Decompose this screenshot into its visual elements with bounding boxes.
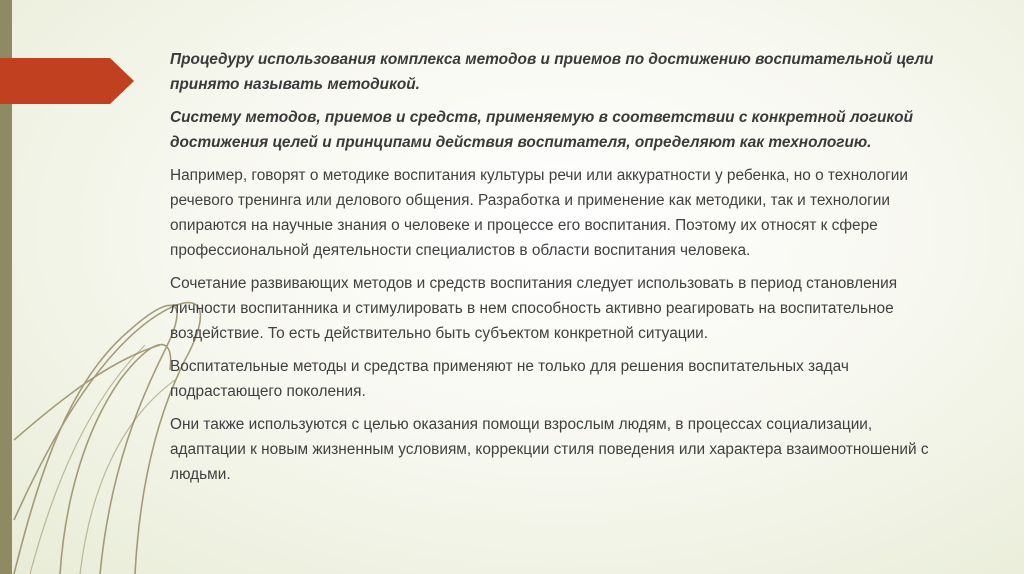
paragraph-example: Например, говорят о методике воспитания культуры речи или аккуратности у ребенка, но о технологии речевого тренинга или делового общения. Разработка и применение как методики, так и технологии опираются на научные знания о человеке и процессе его воспитания. Поэтому их относят к сфере профессиональной деятельности специалистов в области воспитания человека. bbox=[170, 167, 908, 259]
red-arrow-banner bbox=[0, 58, 134, 104]
paragraph-technology-definition: Систему методов, приемов и средств, применяемую в соответствии с конкретной логикой достижения целей и принципами действия воспитателя, определяют как технологию. bbox=[170, 109, 913, 151]
paragraph-adults-help: Они также используются с целью оказания помощи взрослым людям, в процессах социализации, адаптации к новым жизненным условиям, коррекции стиля поведения или характера взаимоотношений с людьми. bbox=[170, 416, 929, 483]
slide-text-body bbox=[170, 47, 950, 495]
paragraph-developing-methods: Сочетание развивающих методов и средств воспитания следует использовать в период становления личности воспитанника и стимулировать в нем способность активно реагировать на воспитательное воздействие. То есть действительно быть субъектом конкретной ситуации. bbox=[170, 275, 898, 342]
paragraph-young-generation: Воспитательные методы и средства применяют не только для решения воспитательных задач подрастающего поколения. bbox=[170, 358, 849, 400]
paragraph-methodology-definition: Процедуру использования комплекса методов и приемов по достижению воспитательной цели принято называть методикой. bbox=[170, 51, 934, 93]
